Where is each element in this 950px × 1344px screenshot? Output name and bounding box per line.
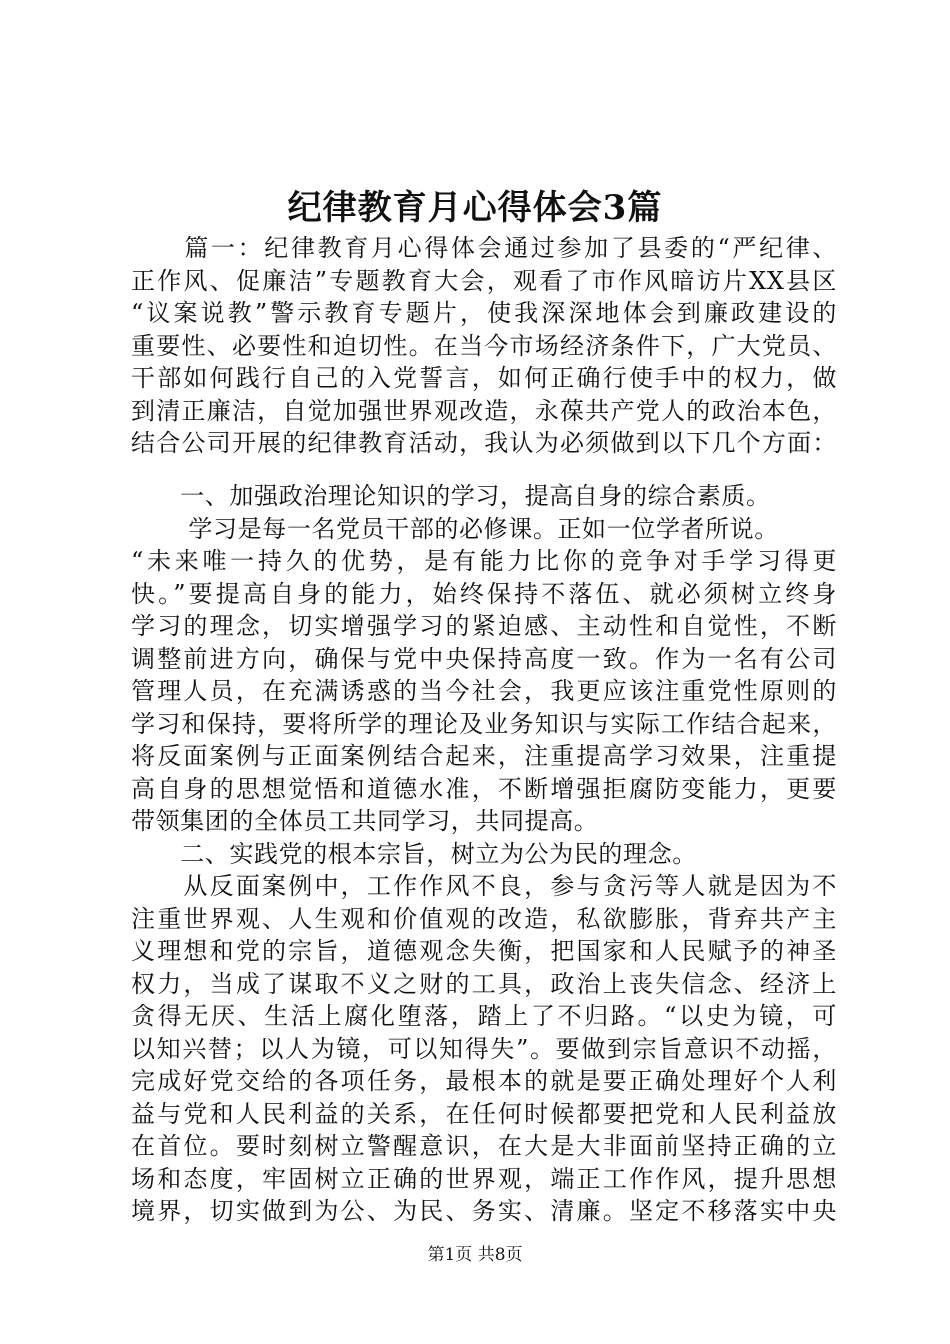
- text-line: 将反面案例与正面案例结合起来，注重提高学习效果，注重提: [131, 742, 837, 770]
- text-line: 场和态度，牢固树立正确的世界观，端正工作作风，提升思想: [131, 1164, 837, 1193]
- text-line: 学习和保持，要将所学的理论及业务知识与实际工作结合起来，: [131, 709, 837, 738]
- text-line: 益与党和人民利益的关系，在任何时候都要把党和人民利益放: [131, 1099, 837, 1128]
- text-line: 带领集团的全体员工共同学习，共同提高。: [131, 807, 599, 835]
- text-line: 结合公司开展的纪律教育活动，我认为必须做到以下几个方面：: [131, 429, 837, 457]
- text-line: 高自身的思想觉悟和道德水准，不断增强拒腐防变能力，更要: [131, 774, 837, 803]
- text-line: 义理想和党的宗旨，道德观念失衡，把国家和人民赋予的神圣: [131, 937, 837, 965]
- text-line: “未来唯一持久的优势，是有能力比你的竞争对手学习得更: [131, 547, 837, 575]
- text-line: 注重世界观、人生观和价值观的改造，私欲膨胀，背弃共产主: [131, 904, 837, 933]
- text-line: 快。”要提高自身的能力，始终保持不落伍、就必须树立终身: [131, 579, 837, 608]
- text-line: 到清正廉洁，自觉加强世界观改造，永葆共产党人的政治本色，: [131, 396, 837, 425]
- text-line: 学习的理念，切实增强学习的紧迫感、主动性和自觉性，不断: [131, 612, 837, 640]
- text-line: 权力，当成了谋取不义之财的工具，政治上丧失信念、经济上: [131, 969, 837, 998]
- text-line: 学习是每一名党员干部的必修课。正如一位学者所说。: [131, 514, 779, 543]
- page-number-footer: 第1页 共8页: [427, 1245, 523, 1265]
- text-line: 贪得无厌、生活上腐化堕落，踏上了不归路。“以史为镜，可: [131, 1002, 837, 1030]
- text-line: “议案说教”警示教育专题片，使我深深地体会到廉政建设的: [131, 299, 837, 327]
- text-line: 重要性、必要性和迫切性。在当今市场经济条件下，广大党员、: [131, 331, 837, 360]
- text-line: 调整前进方向，确保与党中央保持高度一致。作为一名有公司: [131, 644, 837, 673]
- text-line: 篇一：纪律教育月心得体会通过参加了县委的“严纪律、: [131, 234, 837, 262]
- section-heading-1: 一、加强政治理论知识的学习，提高自身的综合素质。: [131, 482, 771, 510]
- section-heading-2: 二、实践党的根本宗旨，树立为公为民的理念。: [131, 839, 697, 868]
- text-line: 在首位。要时刻树立警醒意识，在大是大非面前坚持正确的立: [131, 1132, 837, 1160]
- text-line: 管理人员，在充满诱惑的当今社会，我更应该注重党性原则的: [131, 677, 837, 705]
- text-line: 正作风、促廉洁”专题教育大会，观看了市作风暗访片XX县区: [131, 266, 837, 295]
- text-line: 从反面案例中，工作作风不良，参与贪污等人就是因为不: [131, 872, 837, 900]
- document-title: 纪律教育月心得体会3篇: [287, 188, 663, 228]
- text-line: 干部如何践行自己的入党誓言，如何正确行使手中的权力，做: [131, 364, 837, 392]
- text-line: 以知兴替；以人为镜，可以知得失”。要做到宗旨意识不动摇，: [131, 1034, 837, 1063]
- text-line: 境界，切实做到为公、为民、务实、清廉。坚定不移落实中央: [131, 1197, 837, 1225]
- body-text: [131, 480, 837, 1228]
- text-line: 完成好党交给的各项任务，最根本的就是要正确处理好个人利: [131, 1067, 837, 1095]
- paragraph-intro: [131, 232, 837, 460]
